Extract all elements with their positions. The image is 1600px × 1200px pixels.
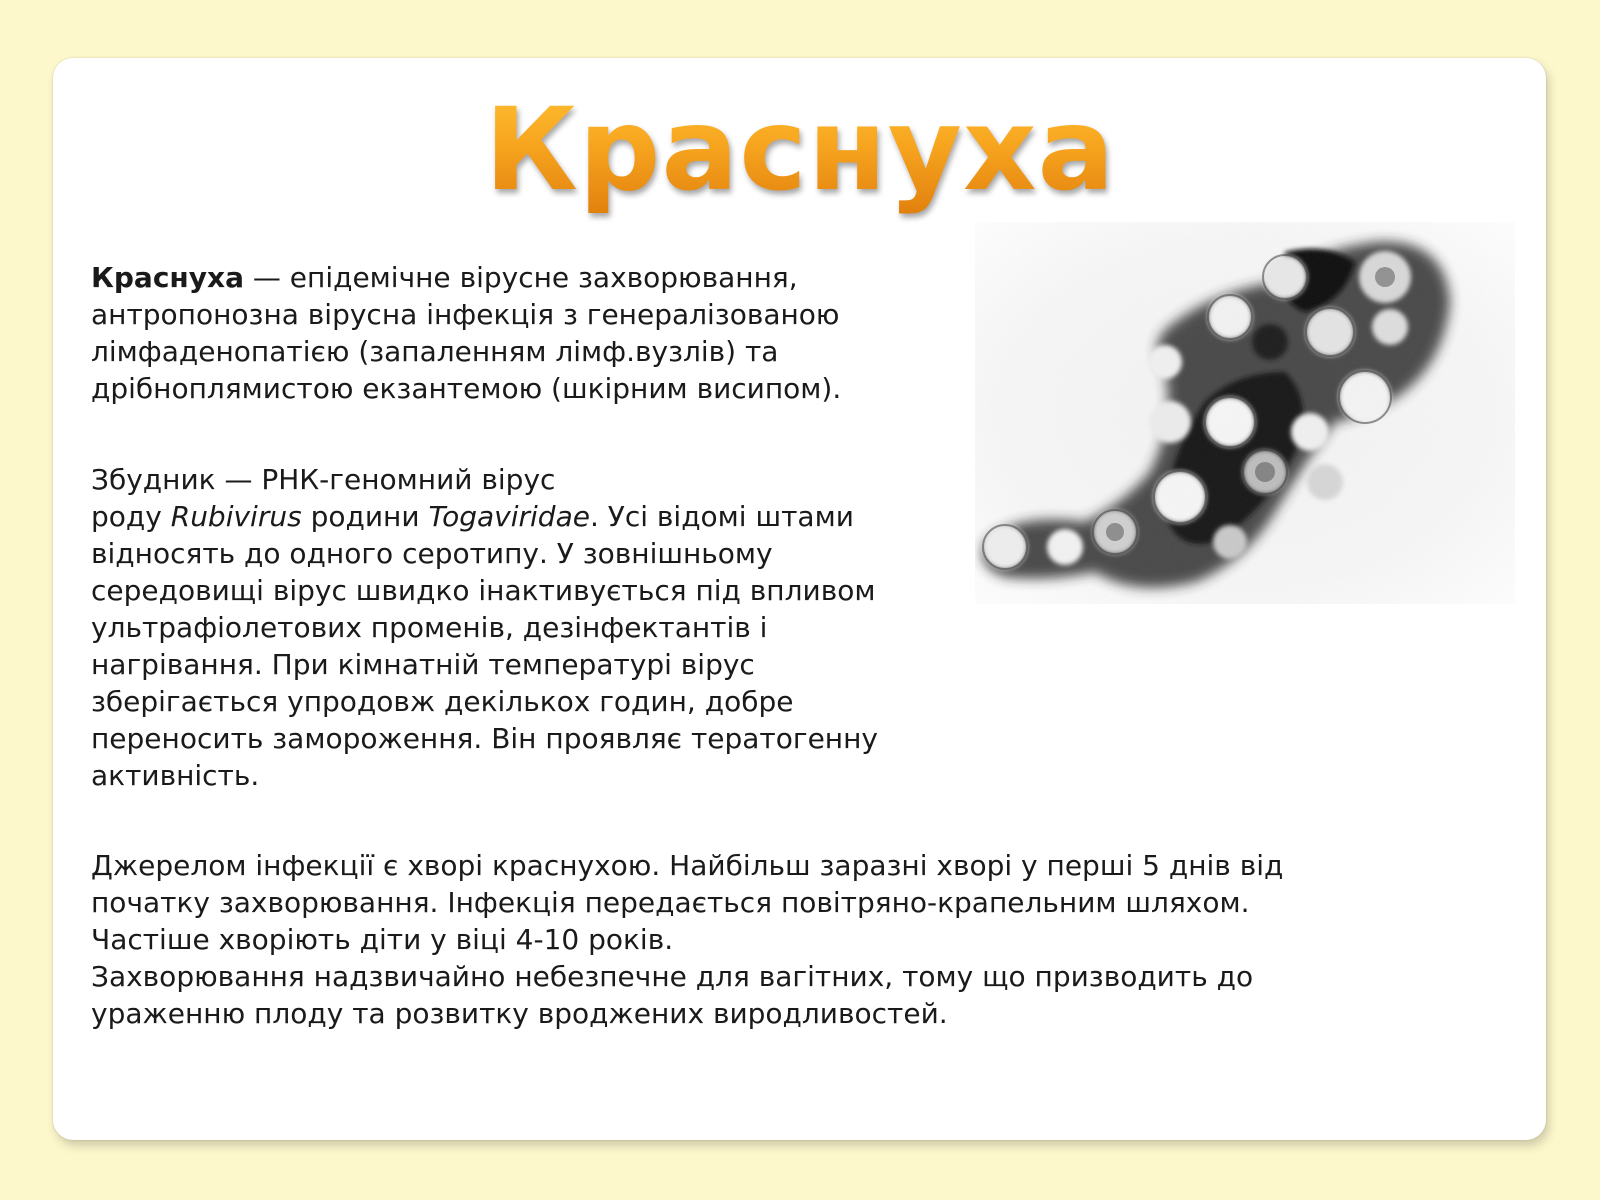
pathogen-line-1: Збудник — РНК-геномний вірус	[91, 463, 556, 496]
pathogen-paragraph	[91, 461, 951, 794]
epidemiology-line-3: Частіше хворіють діти у віці 4-10 років.	[91, 923, 674, 956]
definition-paragraph	[91, 259, 951, 407]
definition-line-3: лімфаденопатією (запаленням лімф.вузлів) та	[91, 335, 779, 368]
definition-line-2: антропонозна вірусна інфекція з генералізованою	[91, 298, 840, 331]
pathogen-line-9: активність.	[91, 759, 260, 792]
epidemiology-line-4: Захворювання надзвичайно небезпечне для вагітних, тому що призводить до	[91, 960, 1254, 993]
epidemiology-paragraph	[91, 847, 1511, 1032]
rubella-virus-micrograph-icon	[975, 222, 1515, 604]
pathogen-line-8: переносить замороження. Він проявляє тератогенну	[91, 722, 878, 755]
pathogen-line-4: середовищі вірус швидко інактивується під впливом	[91, 574, 876, 607]
virus-micrograph-svg	[975, 222, 1515, 604]
epidemiology-line-1: Джерелом інфекції є хворі краснухою. Найбільш заразні хворі у перші 5 днів від	[91, 849, 1284, 882]
pathogen-line-2: роду Rubivirus родини Togaviridae. Усі відомі штами	[91, 500, 854, 533]
definition-line-4: дрібноплямистою екзантемою (шкірним висипом).	[91, 372, 842, 405]
epidemiology-line-5: ураженню плоду та розвитку вроджених виродливостей.	[91, 997, 948, 1030]
slide-title: Краснуха	[0, 82, 1600, 219]
pathogen-line-7: зберігається упродовж декількох годин, добре	[91, 685, 794, 718]
epidemiology-line-2: початку захворювання. Інфекція передається повітряно-крапельним шляхом.	[91, 886, 1250, 919]
term-bold: Краснуха	[91, 261, 244, 294]
pathogen-line-3: відносять до одного серотипу. У зовнішньому	[91, 537, 773, 570]
definition-line-1: Краснуха — епідемічне вірусне захворювання,	[91, 261, 798, 294]
family-name: Togaviridae	[428, 500, 590, 533]
pathogen-line-5: ультрафіолетових променів, дезінфектантів і	[91, 611, 768, 644]
pathogen-line-6: нагрівання. При кімнатній температурі вірус	[91, 648, 755, 681]
genus-name: Rubivirus	[170, 500, 302, 533]
